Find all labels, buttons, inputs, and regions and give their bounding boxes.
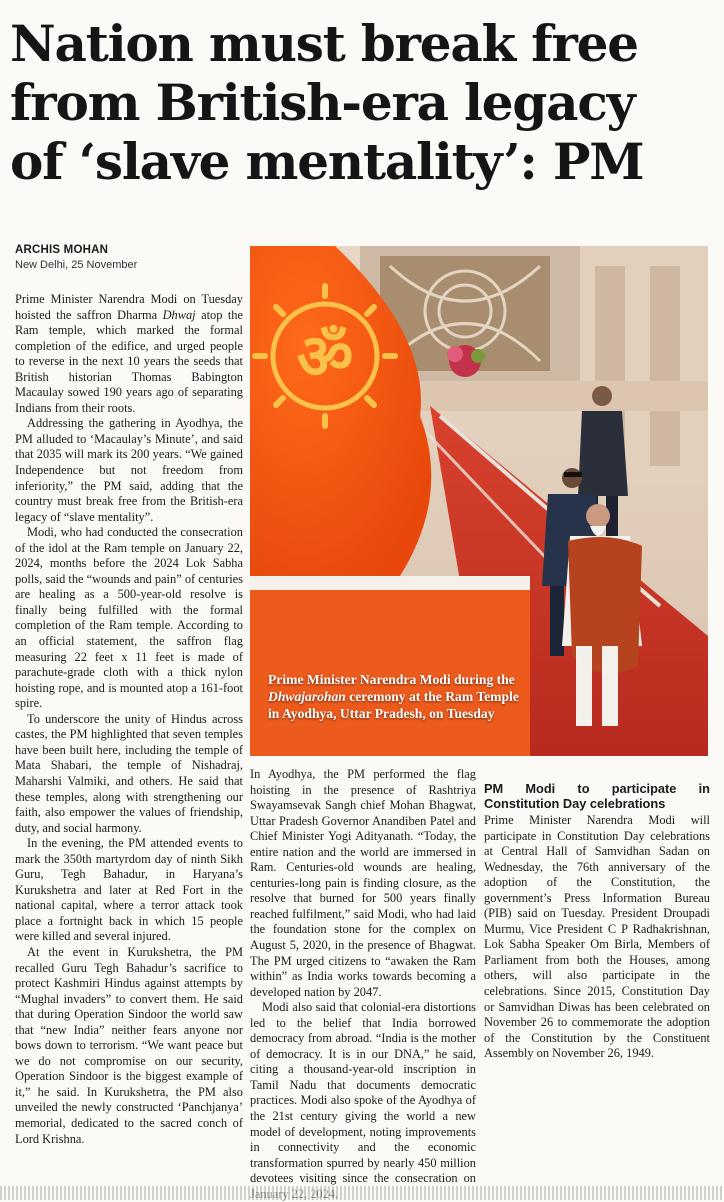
page-footer-rule	[0, 1186, 724, 1200]
article-paragraph-7: In Ayodhya, the PM performed the flag hoisting in the presence of Rashtriya Swayamsevak Sangh chief Mohan Bhagwat, Uttar Pradesh Governor Anandiben Patel and Chief Minister Yogi Adityanath. “Today, the entire nation and the world are immersed in Ram. Centuries-old wounds are healing, centuries-long pain is finding closure, as the resolve that burned for 500 years finally reached fulfilment,” said Modi, who had laid the foundation stone for the complex on August 5, 2020, in the presence of Bhagwat. The PM urged citizens to “awaken the Ram within” as India works towards becoming a developed nation by 2047.	[250, 767, 476, 999]
article-paragraph-5: In the evening, the PM attended events to mark the 350th martyrdom day of ninth Sikh Guru, Tegh Bahadur, in Haryana’s Kurukshetra and later at Red Fort in the national capital, where a terror attack took place a fortnight back in which 15 people were killed and several injured.	[15, 836, 243, 944]
byline	[15, 243, 245, 272]
article-paragraph-8: Modi also said that colonial-era distortions led to the belief that India borrowed democracy from abroad. “India is the mother of democracy. It is in our DNA,” he said, citing a thousand-year-old inscription in Tamil Nadu that documents democratic practices. Modi also spoke of the Ayodhya of the 21st century giving the world a new model of development, noting improvements in connectivity and the economic transformation spurred by nearly 450 million devotees visiting since the consecration on	[250, 1000, 476, 1186]
om-symbol: ॐ	[296, 320, 354, 393]
article-column-3	[484, 767, 710, 1062]
article-paragraph-1: Prime Minister Narendra Modi on Tuesday hoisted the saffron Dharma Dhwaj atop the Ram temple, which marked the formal completion of the edifice, and urged people to reverse in the next 10 years the seeds that British historian Thomas Babington Macaulay sowed 190 years ago of separating Indians from their roots.	[15, 292, 244, 415]
byline-dateline: New Delhi, 25 November	[15, 259, 138, 271]
byline-author: ARCHIS MOHAN	[15, 244, 109, 256]
article-column-1	[15, 292, 243, 1147]
ram-temple-photo	[250, 246, 708, 756]
headline	[10, 14, 714, 191]
headline-line-1: Nation must break free	[10, 14, 638, 73]
article-paragraph-6: At the event in Kurukshetra, the PM recalled Guru Tegh Bahadur’s sacrifice to protect Kashmiri Hindus against attempts by “Mughal invaders” to convert them. He said that during Operation Sindoor the world saw that “new India” neither fears anyone nor bows down to terrorism. “We want peace but we do not compromise on our security, Operation Sindoor is the biggest example of it,” he said. In Kurukshetra, the PM also unveiled the newly constructed ‘Panchjanya’ memorial, dedicated to the sacred conch of Lord Krishna.	[15, 944, 243, 1146]
headline-line-3: of ‘slave mentality’: PM	[10, 132, 644, 191]
article-paragraph-4: To underscore the unity of Hindus across castes, the PM highlighted that seven temples have been built here, including the temple of Mata Shabari, the temple of Nishadraj, Maharshi Valmiki, and others. He said that these temples, along with strengthening our faith, also empower the values of friendship, duty, and social harmony.	[15, 711, 243, 835]
sidebar-subhead: PM Modi to participate in Constitution Day celebrations	[484, 781, 710, 811]
article-paragraph-9: Prime Minister Narendra Modi will participate in Constitution Day celebrations at Central Hall of Samvidhan Sadan on Wednesday, the 76th anniversary of the adoption of the Constitution, the government’s Press Information Bureau (PIB) said on Tuesday. President Droupadi Murmu, Vice President C P Radhakrishnan, Lok Sabha Speaker Om Birla, Members of Parliament from both the Houses, among others, will also participate in the celebrations. Since 2015, Constitution Day or Samvidhan Diwas has been celebrated on November 26 to commemorate the adoption of the Constitution by the Constituent Assembly on November 26, 1949.	[484, 813, 710, 1061]
headline-line-2: from British-era legacy	[10, 73, 635, 132]
photo-caption: Prime Minister Narendra Modi during the Dhwajarohan ceremony at the Ram Temple in Ayodhya, Uttar Pradesh, on Tuesday	[268, 672, 519, 721]
article-column-2	[250, 767, 476, 1202]
article-paragraph-3: Modi, who had conducted the consecration of the idol at the Ram temple on January 22, 2024, months before the 2024 Lok Sabha polls, said the “wounds and pain” of centuries are healing as a 500-year-old resolve is finally being fulfilled with the formal completion of the Ram temple. According to an official statement, the saffron flag measuring 22 feet x 11 feet is made of parachute-grade cloth with a thick nylon hoisting rope, and is mounted atop a 161-foot spire.	[15, 525, 243, 711]
article-paragraph-2: Addressing the gathering in Ayodhya, the PM alluded to ‘Macaulay’s Minute’, and said that 2035 will mark its 200 years. “We gained Independence but not freedom from inferiority,” the PM said, adding that the country must break free from the British-era legacy of “slave mentality”.	[15, 416, 243, 524]
